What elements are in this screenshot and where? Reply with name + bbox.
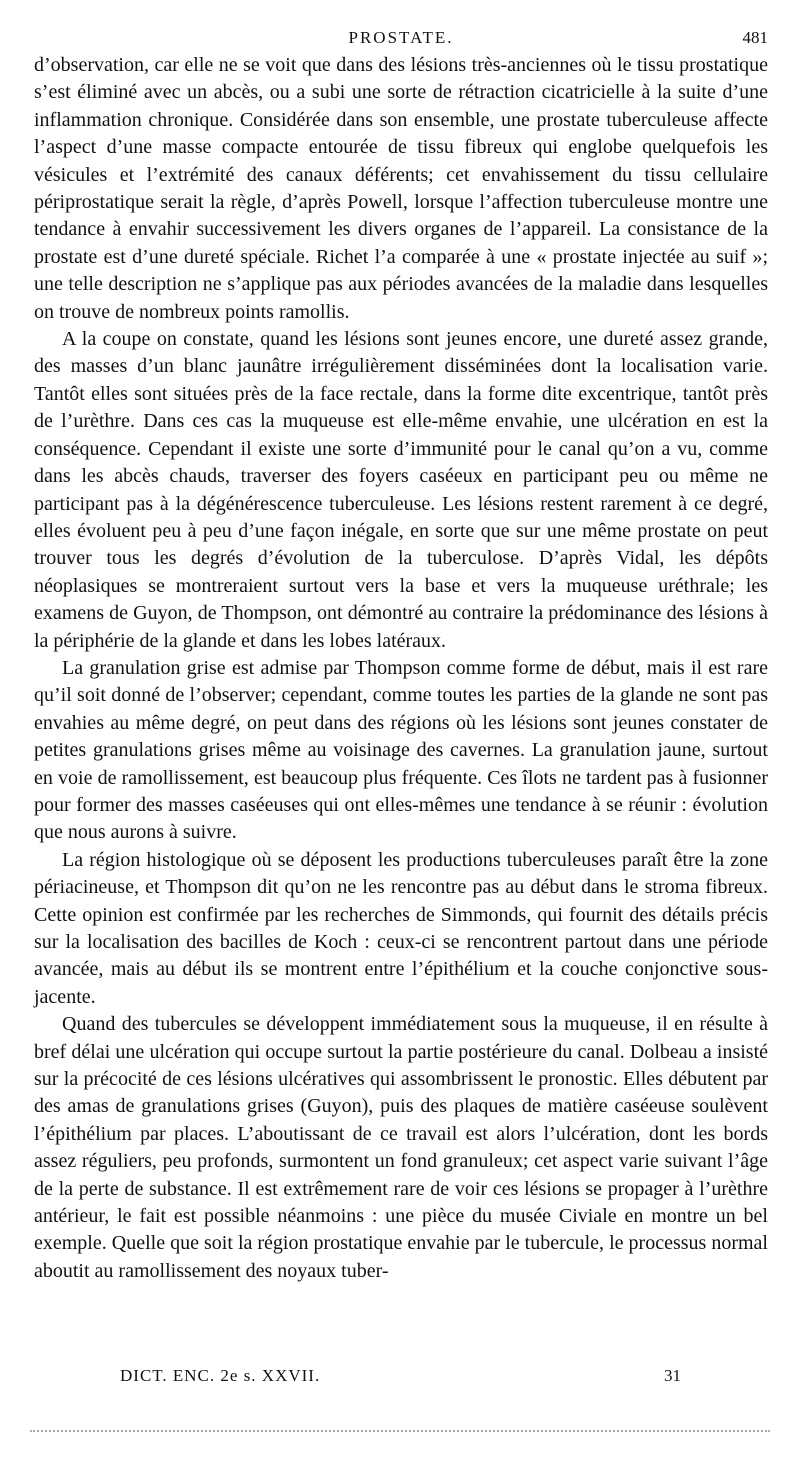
- page: [34, 22, 768, 1285]
- body-text: [34, 52, 768, 1285]
- running-title: PROSTATE.: [348, 28, 454, 47]
- running-head: [34, 22, 768, 52]
- paragraph-1: d’observation, car elle ne se voit que dans des lésions très-anciennes où le tissu prostatique s’est éliminé avec un abcès, ou a subi une sorte de rétraction cicatricielle à la suite d’une inflammation chronique. Considérée dans son ensemble, une prostate tuberculeuse affecte l’aspect d’une masse compacte entourée de tissu fibreux qui englobe quelquefois les vésicules et l’extrémité des canaux déférents; cet envahissement du tissu cellulaire périprostatique serait la règle, d’après Powell, lorsque l’affection tuberculeuse montre une tendance à envahir successivement les divers organes de l’appareil. La consistance de la prostate est d’une dureté spéciale. Richet l’a comparée à une « prostate injectée au suif »; une telle description ne s’applique pas aux périodes avancées de la maladie dans lesquelles on trouve de nombreux points ramollis.: [34, 54, 768, 323]
- paragraph-4: La région histologique où se déposent les productions tuberculeuses paraît être la zone périacineuse, et Thompson dit qu’on ne les rencontre pas au début dans le stroma fibreux. Cette opinion est confirmée par les recherches de Simmonds, qui fournit des détails précis sur la localisation des bacilles de Koch : ceux-ci se rencontrent partout dans une période avancée, mais au début ils se montrent entre l’épithélium et la couche conjonctive sous-jacente.: [34, 848, 768, 1008]
- paragraph-5: Quand des tubercules se développent immédiatement sous la muqueuse, il en résulte à bref délai une ulcération qui occupe surtout la partie postérieure du canal. Dolbeau a insisté sur la précocité de ces lésions ulcératives qui assombrissent le pronostic. Elles débutent par des amas de granulations grises (Guyon), puis des plaques de matière caséeuse soulèvent l’épithélium par places. L’aboutissant de ce travail est alors l’ulcération, dont les bords assez réguliers, peu profonds, surmontent un fond granuleux; cet aspect varie suivant l’âge de la perte de substance. Il est extrêmement rare de voir ces lésions se propager à l’urèthre antérieur, le fait est possible néanmoins : une pièce du musée Civiale en montre un bel exemple. Quelle que soit la région prostatique envahie par le tubercule, le processus normal aboutit au ramollissement des noyaux tuber-: [34, 1013, 768, 1282]
- signature-line: DICT. ENC. 2e s. XXVII.: [120, 1366, 321, 1385]
- page-number: 481: [742, 28, 768, 47]
- page-footer: [34, 1366, 768, 1396]
- sheet-number: 31: [664, 1366, 681, 1385]
- paragraph-2: A la coupe on constate, quand les lésions sont jeunes encore, une dureté assez grande, des masses d’un blanc jaunâtre irrégulièrement disséminées dont la localisation varie. Tantôt elles sont situées près de la face rectale, dans la forme dite excentrique, tantôt près de l’urèthre. Dans ces cas la muqueuse est elle-même envahie, une ulcération en est la conséquence. Cependant il existe une sorte d’immunité pour le canal qu’on a vu, comme dans les abcès chauds, traverser des foyers caséeux en participant peu ou même ne participant pas à la dégénérescence tuberculeuse. Les lésions restent rarement à ce degré, elles évoluent peu à peu d’une façon inégale, en sorte que sur une même prostate on peut trouver tous les degrés d’évolution de la tuberculose. D’après Vidal, les dépôts néoplasiques se montreraient surtout vers la base et vers la muqueuse uréthrale; les examens de Guyon, de Thompson, ont démontré au contraire la prédominance des lésions à la périphérie de la glande et dans les lobes latéraux.: [34, 328, 768, 652]
- bottom-dotted-rule: [30, 1430, 770, 1432]
- paragraph-3: La granulation grise est admise par Thompson comme forme de début, mais il est rare qu’il soit donné de l’observer; cependant, comme toutes les parties de la glande ne sont pas envahies au même degré, on peut dans des régions où les lésions sont jeunes constater de petites granulations grises même au voisinage des cavernes. La granulation jaune, surtout en voie de ramollissement, est beaucoup plus fréquente. Ces îlots ne tardent pas à fusionner pour former des masses caséeuses qui ont elles-mêmes une tendance à se réunir : évolution que nous aurons à suivre.: [34, 656, 768, 844]
